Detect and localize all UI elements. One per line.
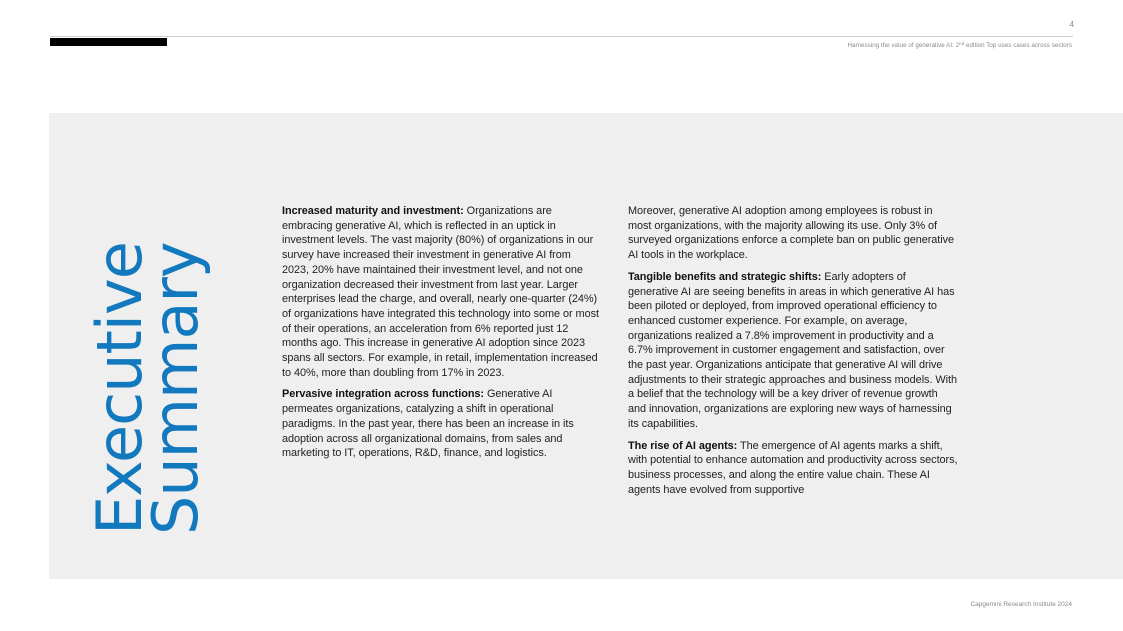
paragraph-body: Early adopters of generative AI are seeing benefits in areas in which generative AI has been piloted or deployed, from improved operational efficiency to enhanced customer experience. For example, on average, organizations realized a 7.8% improvement in productivity and a 6.7% improvement in customer engagement and satisfaction, over the past year. Organizations anticipate that generative AI will drive adjustments to their strategic approaches and business models. With a belief that the technology will be a key driver of revenue growth and innovation, organizations are exploring new ways of harnessing its capabilities. [628, 270, 957, 430]
footer-credit: Capgemini Research Institute 2024 [970, 601, 1072, 608]
running-title-post: edition Top uses cases across sectors [964, 42, 1072, 49]
running-title-pre: Harnessing the value of generative AI: 2 [847, 42, 960, 49]
paragraph [628, 204, 958, 263]
paragraph-body: Generative AI permeates organizations, catalyzing a shift in operational paradigms. In the past year, there has been an increase in its adoption across all organizational domains, from sales and marketing to IT, operations, R&D, finance, and logistics. [282, 388, 574, 460]
section-title [83, 242, 212, 535]
paragraph-heading: The rise of AI agents: [628, 439, 738, 452]
section-title-line2: Summary [139, 242, 212, 535]
paragraph-heading: Tangible benefits and strategic shifts: [628, 270, 822, 283]
paragraph-body: Moreover, generative AI adoption among employees is robust in most organizations, with the majority allowing its use. Only 3% of surveyed organizations enforce a complete ban on public generative AI tools in the workplace. [628, 205, 955, 262]
running-title [847, 41, 1072, 49]
paragraph-heading: Pervasive integration across functions: [282, 388, 485, 401]
paragraph [628, 439, 958, 498]
paragraph-body: Organizations are embracing generative AI, which is reflected in an uptick in investment levels. The vast majority (80%) of organizations in our survey have increased their investment in generative AI from 2023, 20% have maintained their investment level, and not one organization decreased their investment from last year. Larger enterprises lead the charge, and overall, nearly one-quarter (24%) of organizations have integrated this technology into some or most of their operations, an acceleration from 6% reported just 12 months ago. This increase in generative AI adoption since 2023 spans all sectors. For example, in retail, implementation increased to 40%, more than doubling from 17% in 2023. [282, 205, 599, 379]
paragraph [628, 270, 958, 432]
paragraph-body: The emergence of AI agents marks a shift, with potential to enhance automation and productivity across sectors, business processes, and along the entire value chain. These AI agents have evolved from supportive [628, 439, 958, 496]
header-rule [50, 36, 1073, 37]
header-accent-bar [50, 38, 167, 46]
paragraph [282, 387, 600, 461]
left-column [282, 204, 600, 468]
right-column [628, 204, 958, 504]
page-number: 4 [1069, 20, 1074, 29]
paragraph-heading: Increased maturity and investment: [282, 205, 464, 217]
section-title-line1: Executive [83, 242, 156, 535]
running-title-sup: nd [959, 41, 965, 46]
paragraph [282, 204, 600, 380]
